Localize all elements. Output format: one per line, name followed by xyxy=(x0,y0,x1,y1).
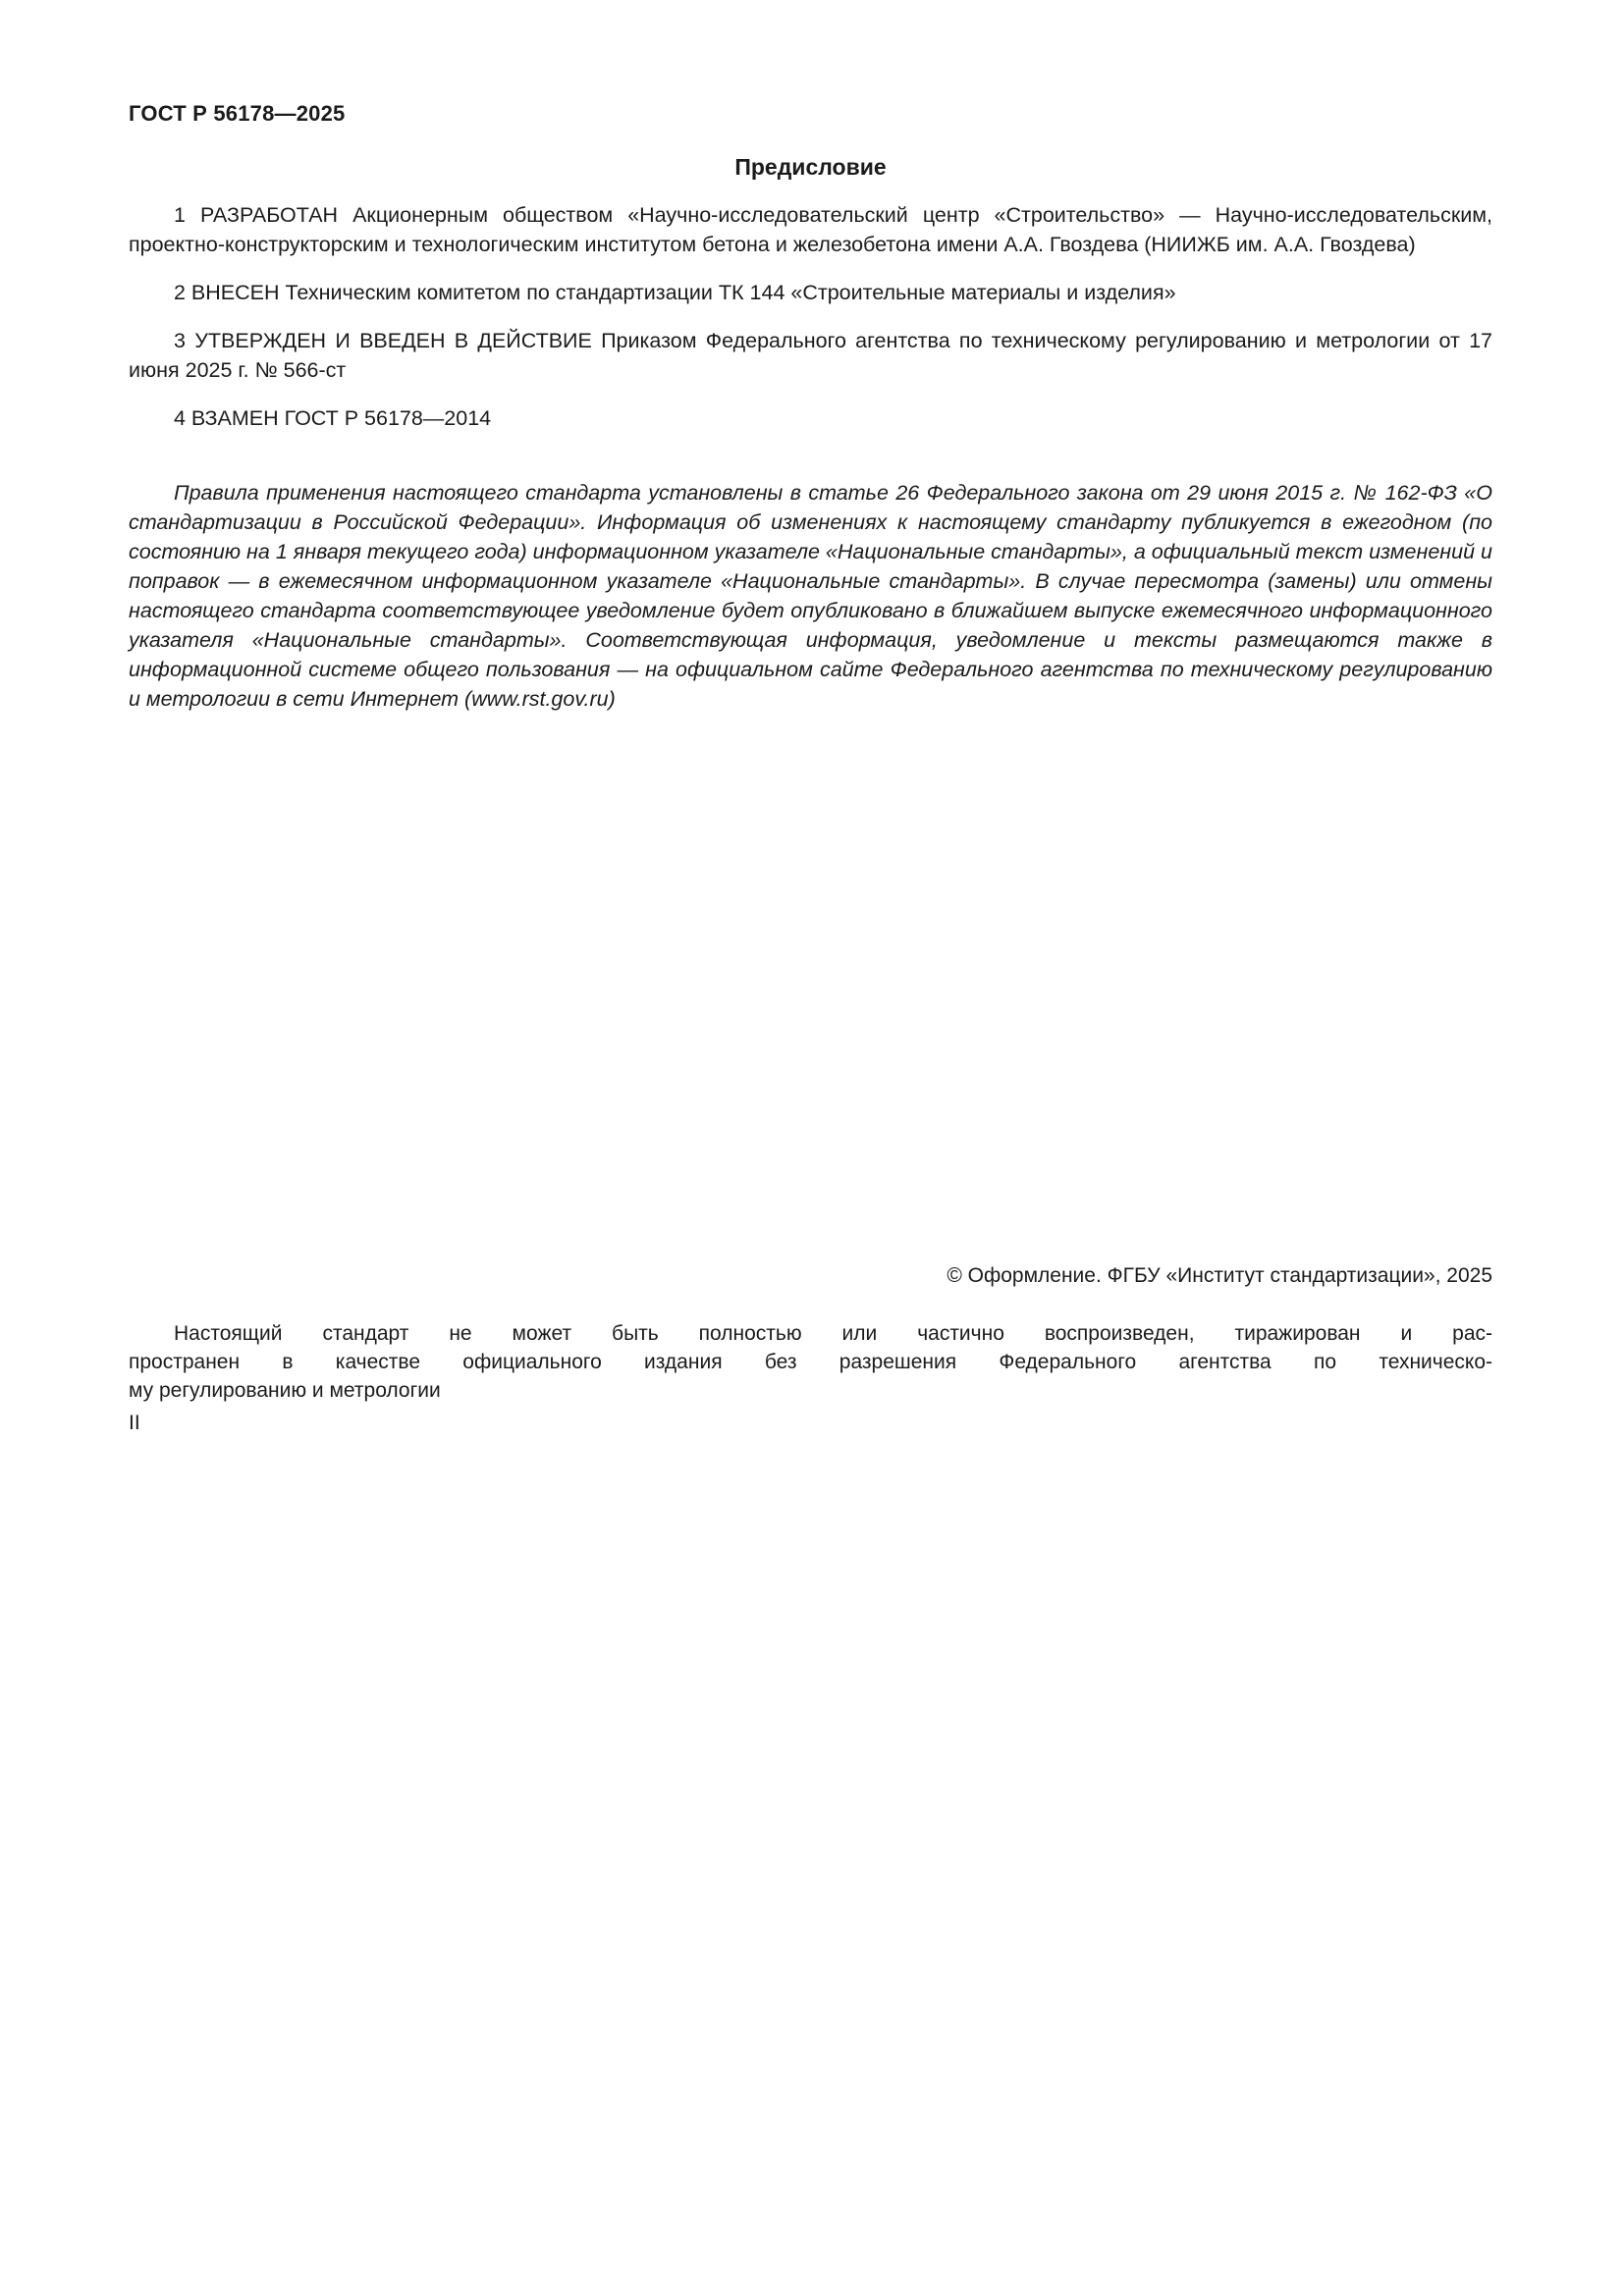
reproduction-notice xyxy=(129,1319,1492,1405)
foreword-item-4: 4 ВЗАМЕН ГОСТ Р 56178—2014 xyxy=(174,406,492,430)
foreword-item-3: 3 УТВЕРЖДЕН И ВВЕДЕН В ДЕЙСТВИЕ Приказом Федерального агентства по техническому регулированию и метрологии от 17 июня 2025 г. № 566-ст xyxy=(129,329,1492,382)
page-number: II xyxy=(129,1412,140,1434)
copyright-line: © Оформление. ФГБУ «Институт стандартизации», 2025 xyxy=(947,1264,1492,1287)
page-title: Предисловие xyxy=(734,154,887,180)
page-content xyxy=(129,101,1492,714)
reproduction-notice-line-3: му регулированию и метрологии xyxy=(129,1379,441,1402)
standard-designation: ГОСТ Р 56178—2025 xyxy=(129,101,346,126)
foreword-item-1: 1 РАЗРАБОТАН Акционерным обществом «Научно-исследовательский центр «Строительство» — Научно-исследовательским, проектно-конструкторским и технологическим институтом бетона и железобетона имени А.А. Гвоздева (НИИЖБ им. А.А. Гвоздева) xyxy=(129,203,1492,256)
page-footer xyxy=(129,1264,1492,1435)
foreword-item-2: 2 ВНЕСЕН Техническим комитетом по стандартизации ТК 144 «Строительные материалы и изделия» xyxy=(174,281,1176,304)
application-rules-notice: Правила применения настоящего стандарта установлены в статье 26 Федерального закона от 29 июня 2015 г. № 162-ФЗ «О стандартизации в Российской Федерации». Информация об изменениях к настоящему стандарту публикуется в ежегодном (по состоянию на 1 января текущего года) информационном указателе «Национальные стандарты», а официальный текст изменений и поправок — в ежемесячном информационном указателе «Национальные стандарты». В случае пересмотра (замены) или отмены настоящего стандарта соответствующее уведомление будет опубликовано в ближайшем выпуске ежемесячного информационного указателя «Национальные стандарты». Соответствующая информация, уведомление и тексты размещаются также в информационной системе общего пользования — на официальном сайте Федерального агентства по техническому регулированию и метрологии в сети Интернет (www.rst.gov.ru) xyxy=(129,481,1492,711)
reproduction-notice-line-1: Настоящий стандарт не может быть полностью или частично воспроизведен, тиражирован и рас- xyxy=(174,1322,1492,1345)
reproduction-notice-line-2: пространен в качестве официального издания без разрешения Федерального агентства по техническо- xyxy=(129,1351,1492,1373)
